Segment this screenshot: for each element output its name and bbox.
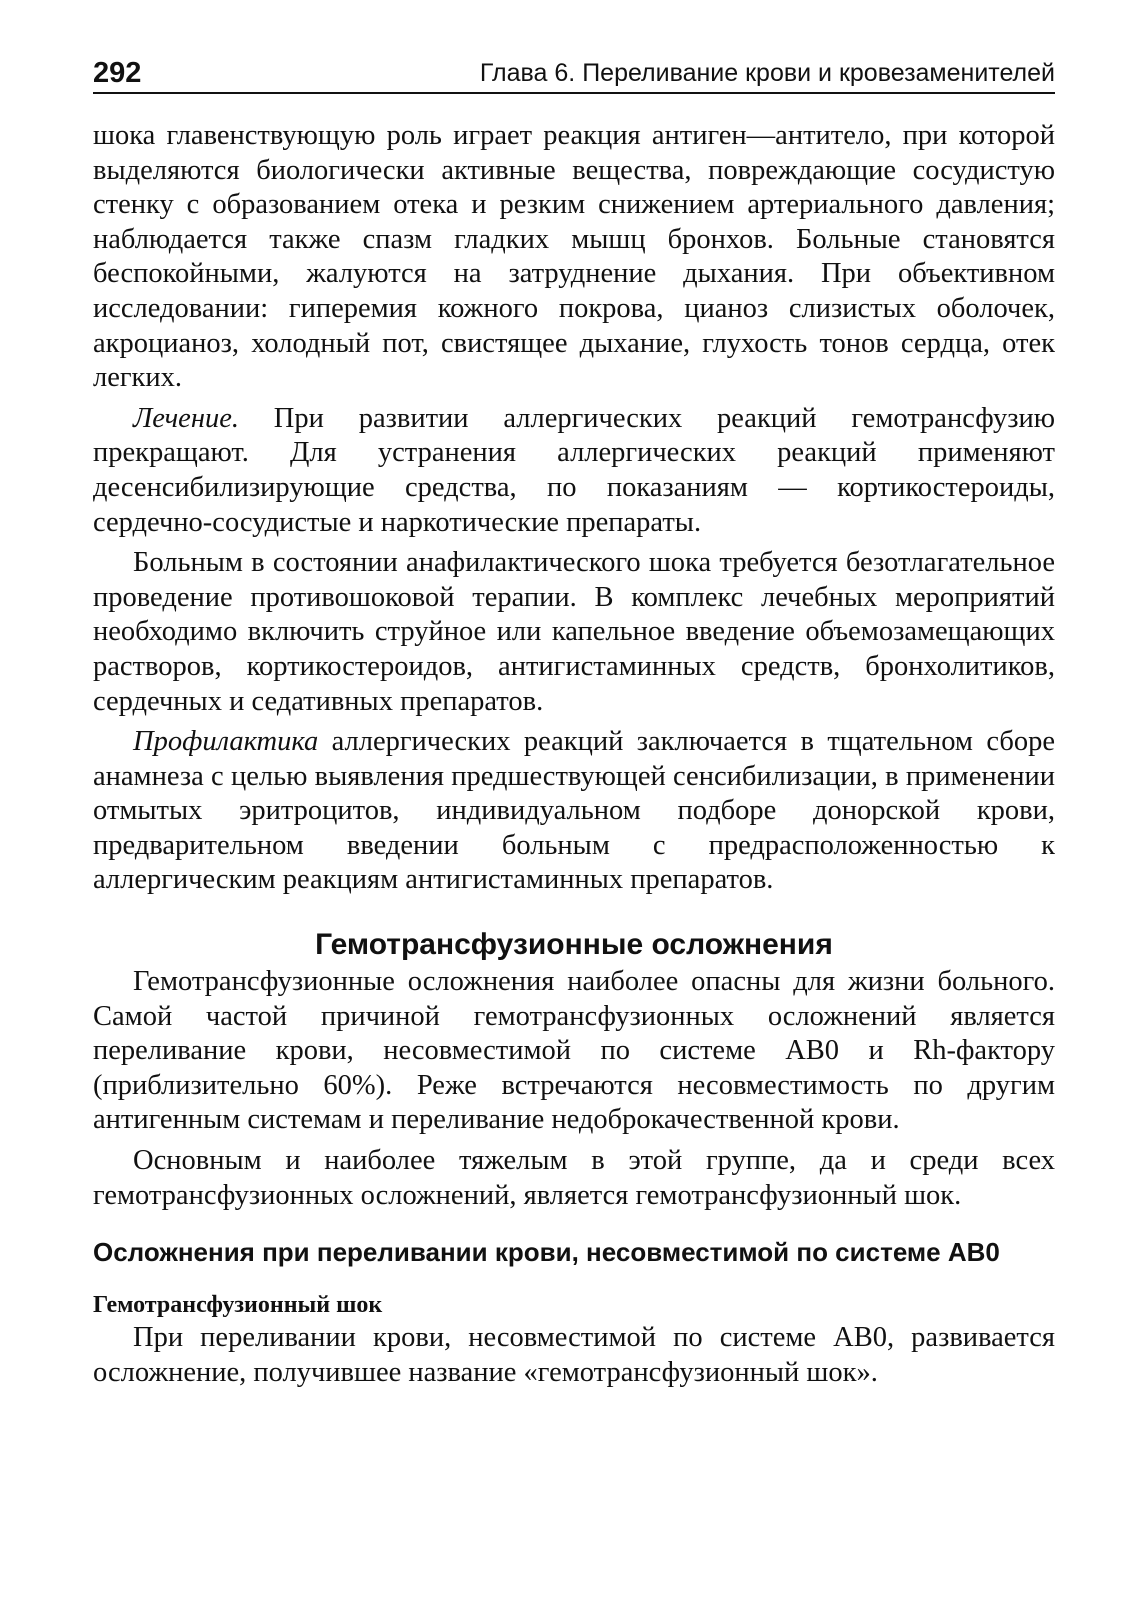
- paragraph-anaphylactic-therapy: Больным в состоянии анафилактического шока требуется безотлагательное проведение противошоковой терапии. В комплекс лечебных мероприятий необходимо включить струйное или капельное введение объемозамещающих растворов, кортикостероидов, антигистаминных средств, бронхолитиков, сердечных и седативных препаратов.: [93, 547, 1055, 717]
- paragraph-prevention: [93, 725, 1055, 898]
- book-page: [93, 56, 1055, 1390]
- paragraph-shock-definition: При переливании крови, несовместимой по системе AB0, развивается осложнение, получившее название «гемотрансфузионный шок».: [93, 1322, 1055, 1388]
- paragraph-main-complication: Основным и наиболее тяжелым в этой группе, да и среди всех гемотрансфузионных осложнений, является гемотрансфузионный шок.: [93, 1145, 1055, 1211]
- paragraph-shock-mechanism: шока главенствующую роль играет реакция антиген—антитело, при которой выделяются биологически активные вещества, повреждающие сосудистую стенку с образованием отека и резким снижением артериального давления; наблюдается также спазм гладких мышц бронхов. Больные становятся беспокойными, жалуются на затруднение дыхания. При объективном исследовании: гиперемия кожного покрова, цианоз слизистых оболочек, акроцианоз, холодный пот, свистящее дыхание, глухость тонов сердца, отек легких.: [93, 120, 1055, 394]
- paragraph-treatment: [93, 402, 1055, 540]
- running-head: [93, 56, 1055, 94]
- treatment-lead: Лечение.: [133, 402, 239, 434]
- page-number: 292: [93, 57, 142, 89]
- treatment-text: При развитии аллергических реакций гемотрансфузию прекращают. Для устранения аллергических реакций применяют десенсибилизирующие средства, по показаниям — кортикостероиды, сердечно-сосудистые и наркотические препараты.: [93, 402, 1055, 538]
- chapter-title: Глава 6. Переливание крови и кровезаменителей: [479, 59, 1055, 87]
- paragraph-complications-intro: Гемотрансфузионные осложнения наиболее опасны для жизни больного. Самой частой причиной гемотрансфузионных осложнений является переливание крови, несовместимой по системе AB0 и Rh-фактору (приблизительно 60%). Реже встречаются несовместимость по другим антигенным системам и переливание недоброкачественной крови.: [93, 966, 1055, 1136]
- prevention-text: аллергических реакций заключается в тщательном сборе анамнеза с целью выявления предшествующей сенсибилизации, в применении отмытых эритроцитов, индивидуальном подборе донорской крови, предварительном введении больным с предрасположенностью к аллергическим реакциям антигистаминных препаратов.: [93, 726, 1055, 896]
- page-body: [93, 119, 1055, 1390]
- sub-subsection-heading: Гемотрансфузионный шок: [93, 1292, 383, 1319]
- prevention-lead: Профилактика: [133, 726, 319, 758]
- section-heading: Гемотрансфузионные осложнения: [315, 928, 833, 962]
- subsection-heading: Осложнения при переливании крови, несовместимой по системе AB0: [93, 1237, 1000, 1268]
